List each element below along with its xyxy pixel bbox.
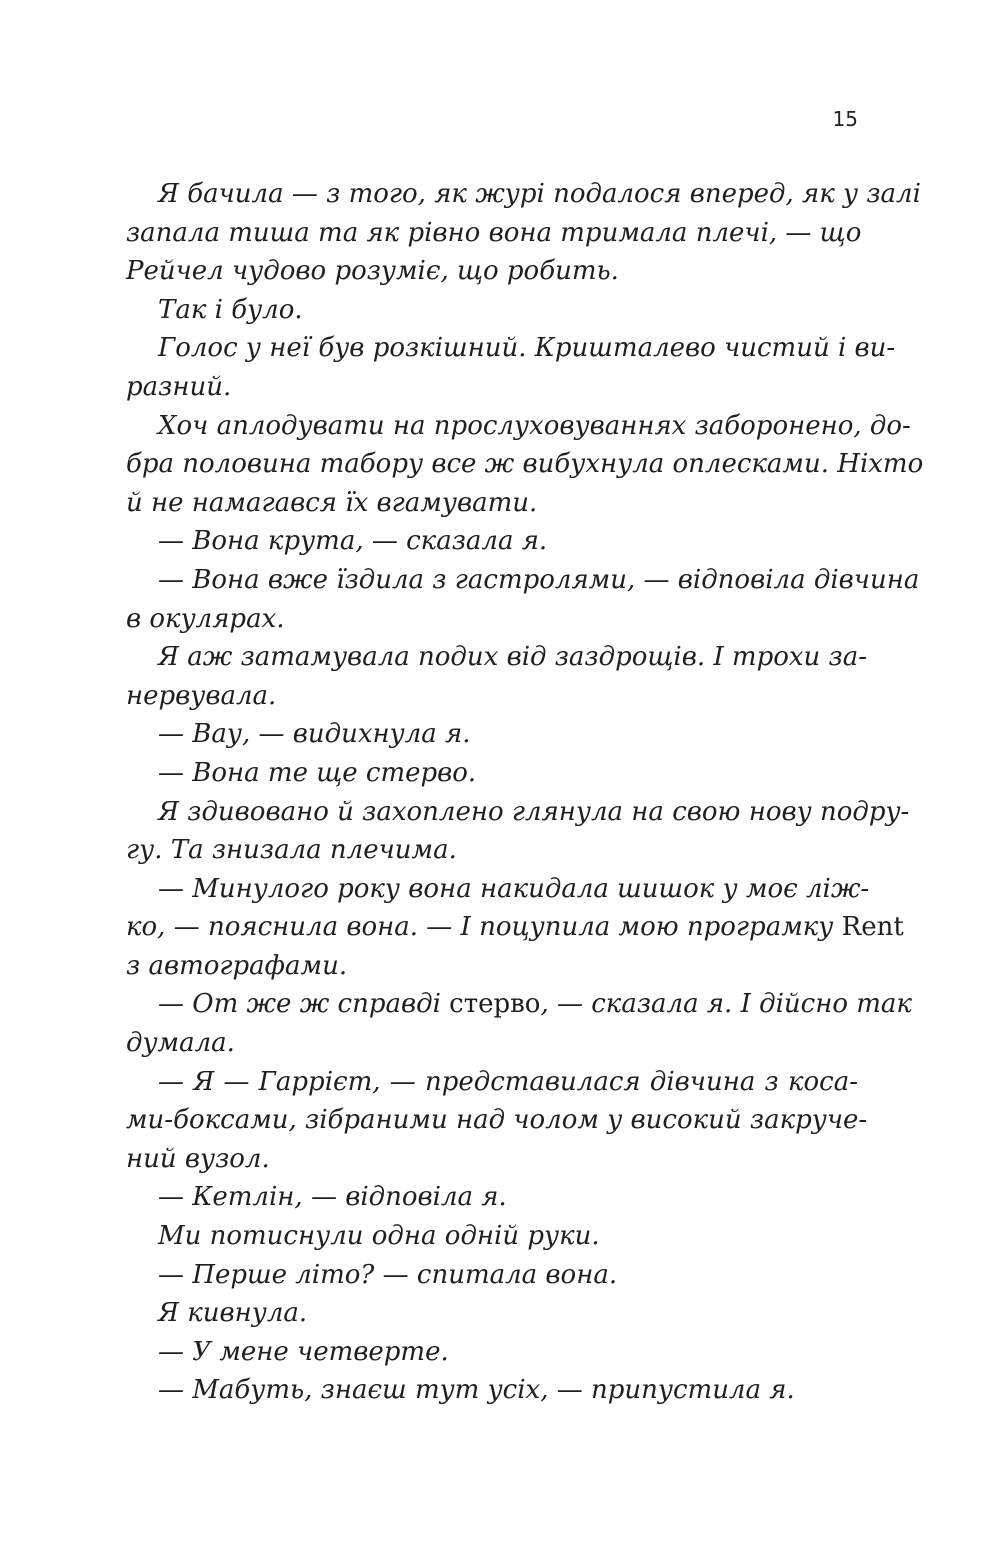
text-line: в окулярах. — [126, 603, 285, 634]
text-line: разний. — [126, 371, 232, 402]
text-run: Rent — [841, 912, 904, 943]
text-line: нервувала. — [126, 680, 277, 711]
body-text — [126, 175, 924, 1410]
text-line: Я аж затамувала подих від заздрощів. І трохи за- — [158, 642, 868, 673]
text-line: й не намагався їх вгамувати. — [126, 487, 538, 518]
text-line: — У мене четверте. — [158, 1336, 449, 1367]
text-line: — Вона вже їздила з гастролями, — відповіла дівчина — [158, 564, 920, 595]
text-line: Так і було. — [158, 294, 303, 325]
text-line: — Вау, — видихнула я. — [158, 719, 471, 750]
text-line: — Перше літо? — спитала вона. — [158, 1259, 618, 1290]
text-line: Ми потиснули одна одній руки. — [158, 1221, 600, 1252]
text-line: Я здивовано й захоплено глянула на свою нову подру- — [158, 796, 910, 827]
text-line: — Кетлін, — відповіла я. — [158, 1182, 507, 1213]
text-run: стерво — [449, 989, 541, 1020]
text-line: ний вузол. — [126, 1143, 270, 1174]
text-line: — Мабуть, знаєш тут усіх, — припустила я. — [158, 1375, 795, 1406]
text-run: ко, — пояснила вона. — І поцупила мою програмку — [126, 912, 842, 943]
page-number: 15 — [832, 107, 858, 131]
text-line: думала. — [126, 1028, 235, 1059]
text-line: — Минулого року вона накидала шишок у моє ліж- — [158, 873, 870, 904]
text-line: — Вона крута, — сказала я. — [158, 526, 548, 557]
text-line: Рейчел чудово розуміє, що робить. — [126, 256, 619, 287]
text-line: Голос у неї був розкішний. Кришталево чистий і ви- — [158, 333, 896, 364]
text-line — [126, 908, 904, 947]
text-line: Я бачила — з того, як журі подалося вперед, як у залі — [158, 179, 921, 209]
text-run: — От же ж справді — [158, 989, 450, 1020]
text-line: Я кивнула. — [158, 1298, 308, 1329]
text-line: з автографами. — [126, 950, 348, 981]
text-line: — Я — Гаррієт, — представилася дівчина з коса- — [158, 1066, 858, 1097]
text-line: ми-боксами, зібраними над чолом у високий закруче- — [126, 1105, 868, 1136]
text-line: Хоч аплодувати на прослуховуваннях заборонено, до- — [158, 410, 911, 441]
text-line: бра половина табору все ж вибухнула оплесками. Ніхто — [126, 449, 924, 480]
text-run: , — сказала я. І дійсно так — [540, 989, 912, 1020]
text-line: — Вона те ще стерво. — [158, 757, 477, 788]
text-line — [126, 985, 912, 1024]
text-line: запала тиша та як рівно вона тримала плечі, — що — [126, 217, 862, 248]
text-line: гу. Та знизала плечима. — [126, 835, 457, 866]
